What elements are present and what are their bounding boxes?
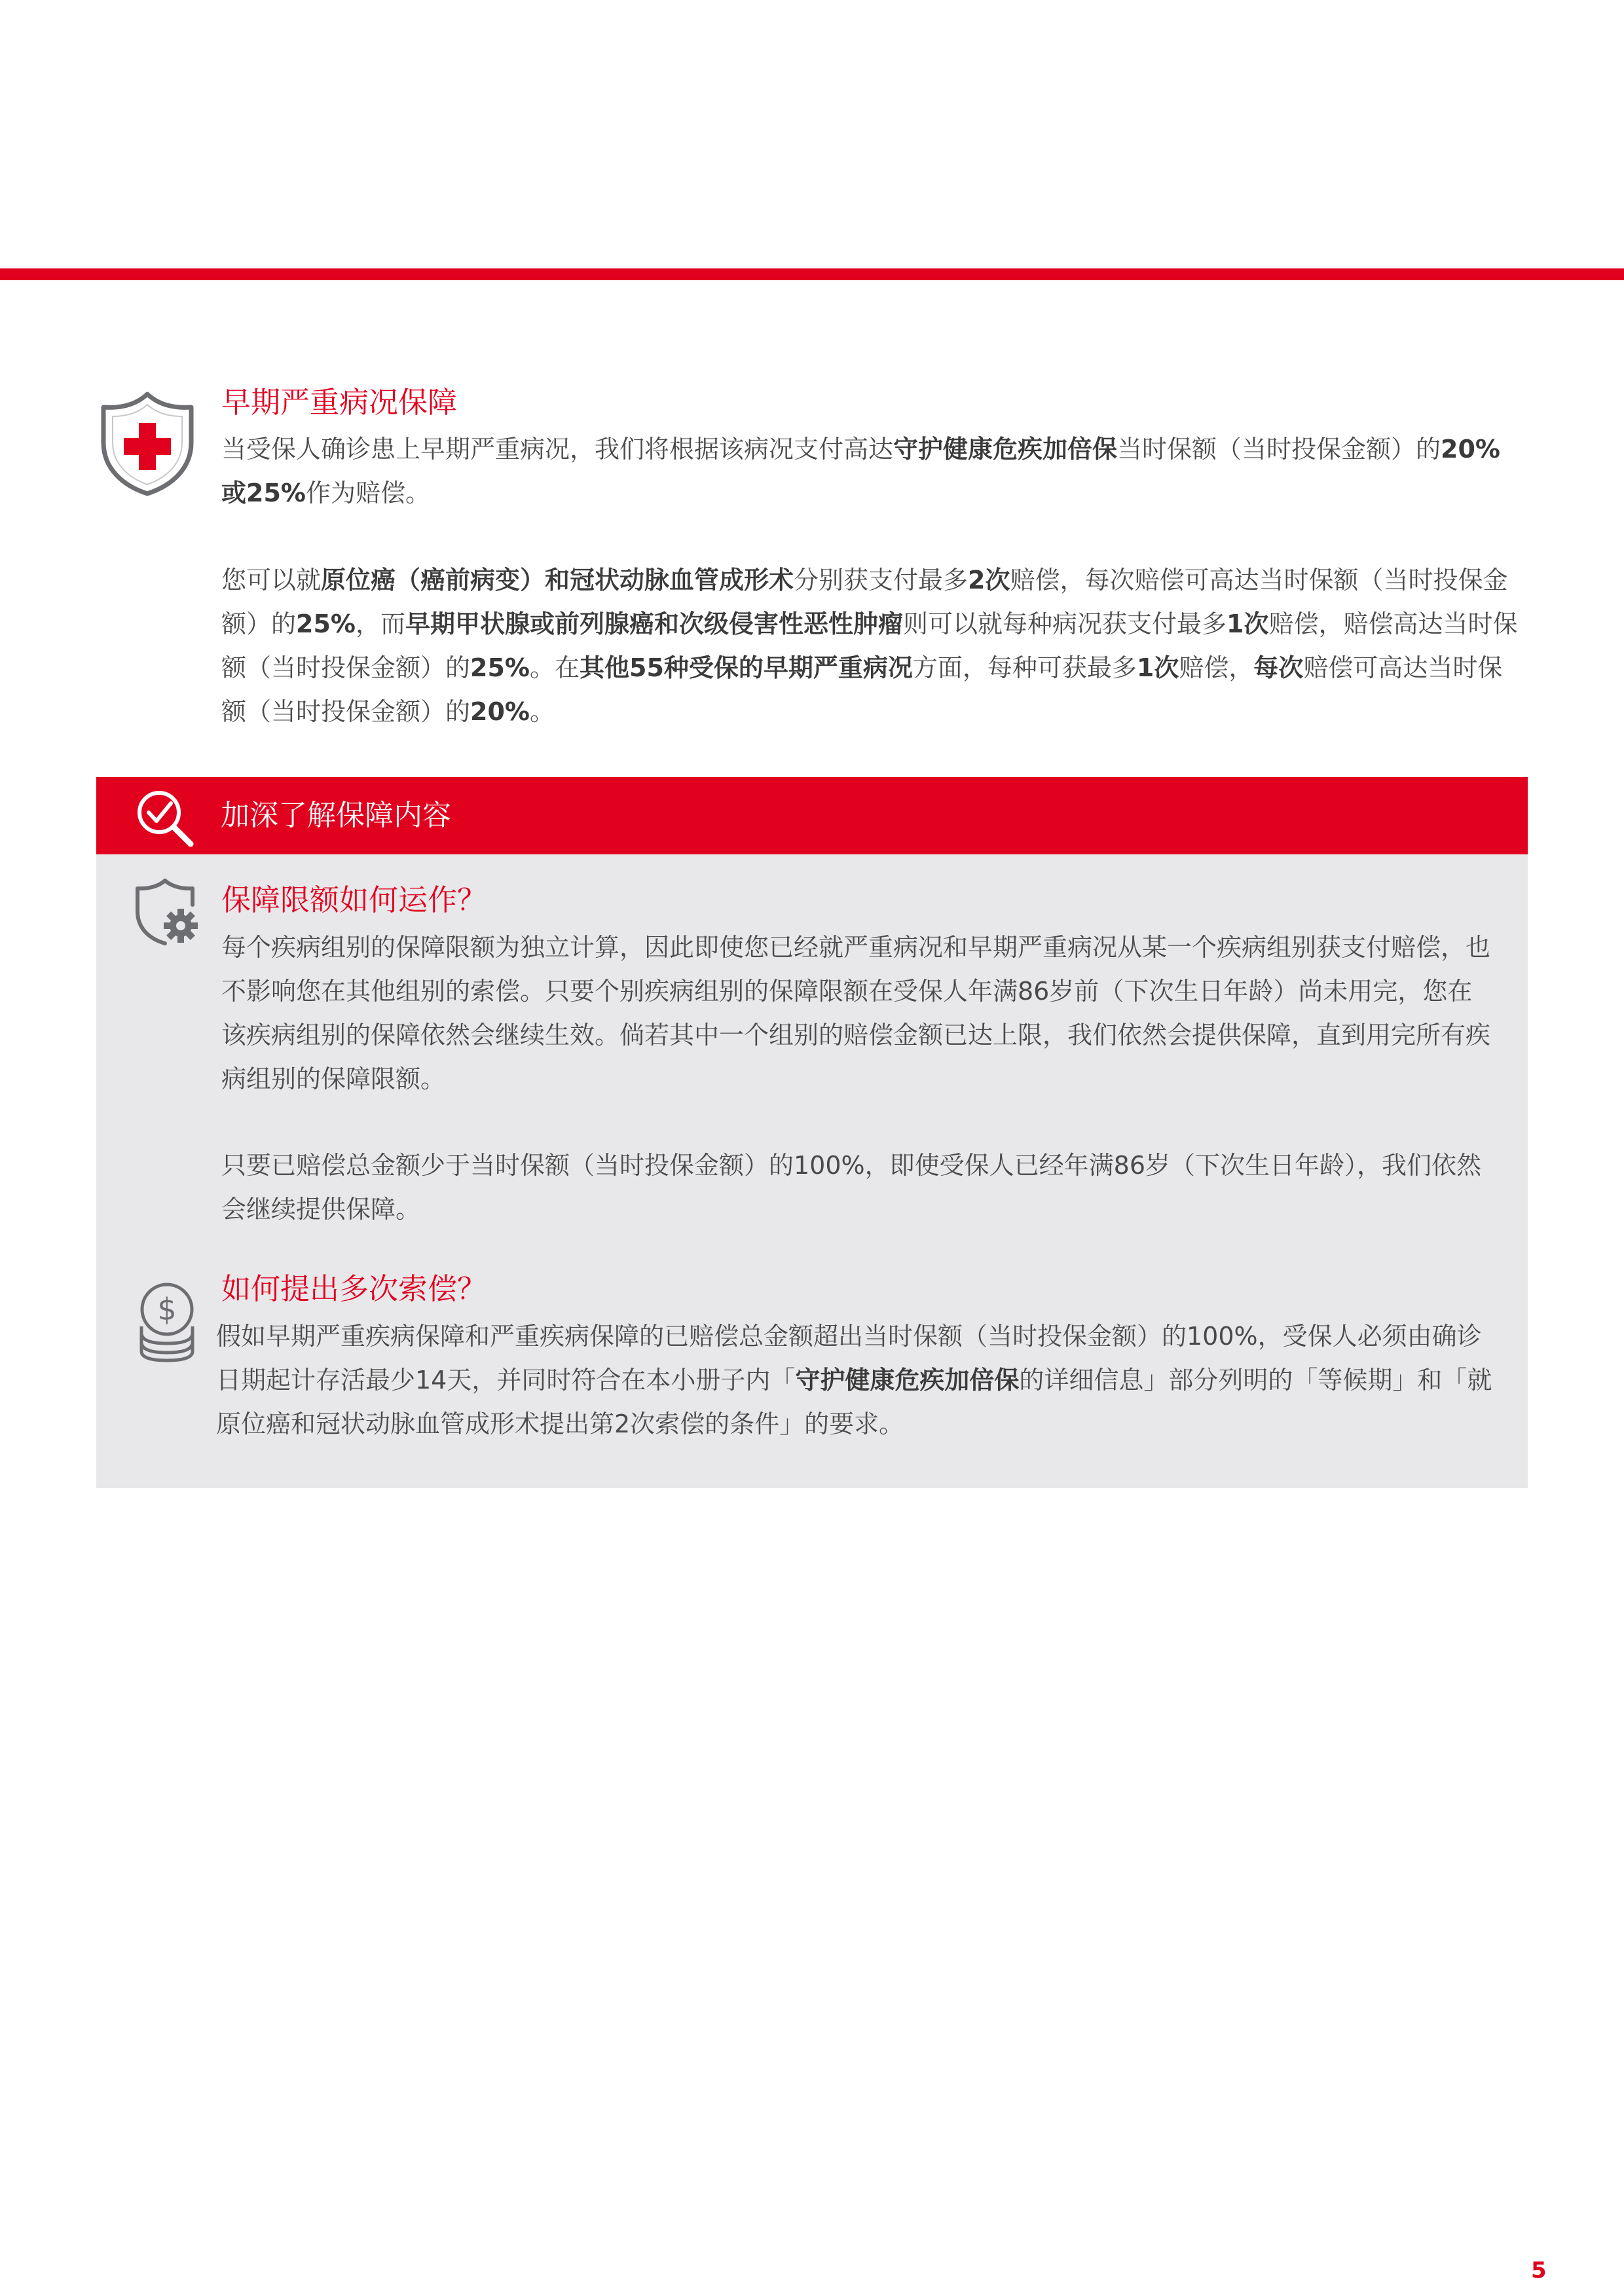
emphasis-text: 守护健康危疾加倍保	[893, 435, 1118, 464]
section2-paragraph-1	[221, 926, 1492, 1101]
shield-gear-icon	[134, 877, 202, 947]
section1-paragraph-1	[221, 428, 1524, 515]
body-text: 赔偿，赔偿高达当时保额（当时投保金额）的	[221, 610, 1518, 682]
emphasis-text: 20%	[470, 697, 530, 726]
emphasis-text: 早期甲状腺或前列腺癌和次级侵害性恶性肿瘤	[405, 610, 904, 638]
section2-paragraph-2	[221, 1144, 1492, 1231]
emphasis-text: 守护健康危疾加倍保	[795, 1366, 1020, 1394]
body-text: 。	[529, 697, 555, 726]
body-text: 当受保人确诊患上早期严重病况，我们将根据该病况支付高达	[221, 435, 894, 464]
body-text: 只要已赔偿总金额少于当时保额（当时投保金额）的100%，即使受保人已经年满86岁（下次生日年龄），我们依然会继续提供保障。	[221, 1151, 1481, 1224]
body-text: 则可以就每种病况获支付最多	[903, 610, 1227, 638]
body-text: 每个疾病组别的保障限额为独立计算，因此即使您已经就严重病况和早期严重病况从某一个疾病组别获支付赔偿，也不影响您在其他组别的索偿。只要个别疾病组别的保障限额在受保人年满86岁前（下次生日年龄）尚未用完，您在该疾病组别的保障依然会继续生效。倘若其中一个组别的赔偿金额已达上限，我们依然会提供保障，直到用完所有疾病组别的保障限额。	[221, 933, 1491, 1093]
body-text: 分别获支付最多	[794, 566, 969, 594]
header-red-rule	[0, 268, 1624, 280]
section-title-multiple-claims: 如何提出多次索偿？	[221, 1271, 487, 1306]
body-text: 赔偿可高达当时保额（当时投保金额）的	[221, 653, 1503, 726]
svg-text:$: $	[157, 1292, 177, 1327]
section3-paragraph-1	[216, 1315, 1493, 1446]
emphasis-text: 1次	[1136, 653, 1179, 682]
section-title-early-critical: 早期严重病况保障	[221, 385, 458, 420]
body-text: 赔偿，每次赔偿可高达当时保额（当时投保金额）的	[221, 566, 1508, 638]
emphasis-text: 1次	[1227, 610, 1269, 638]
body-text: 您可以就	[221, 566, 322, 594]
emphasis-text: 原位癌（癌前病变）和冠状动脉血管成形术	[321, 566, 794, 594]
body-text: 假如早期严重疾病保障和严重疾病保障的已赔偿总金额超出当时保额（当时投保金额）的100%，受保人必须由确诊日期起计存活最少14天，并同时符合在本小册子内「	[216, 1322, 1482, 1394]
emphasis-text: 25%	[470, 653, 530, 682]
body-text: 当时保额（当时投保金额）的	[1117, 435, 1441, 464]
body-text: ，而	[355, 610, 405, 638]
page-number: 5	[1531, 2257, 1547, 2284]
section-title-limit: 保障限额如何运作？	[221, 883, 487, 917]
emphasis-text: 每次	[1253, 653, 1304, 682]
magnifier-check-icon	[134, 788, 196, 849]
body-text: 作为赔偿。	[305, 479, 430, 507]
body-text: 赔偿，	[1179, 653, 1254, 682]
body-text: 。在	[529, 653, 580, 682]
shield-cross-icon	[98, 390, 196, 496]
section1-paragraph-2	[221, 558, 1524, 734]
band-title: 加深了解保障内容	[221, 799, 451, 832]
info-band	[96, 777, 1528, 854]
emphasis-text: 20%或25%	[221, 435, 1501, 507]
body-text: 的详细信息」部分列明的「等候期」和「就原位癌和冠状动脉血管成形术提出第2次索偿的条件」的要求。	[216, 1366, 1492, 1438]
coin-stack-icon	[136, 1281, 198, 1363]
emphasis-text: 25%	[296, 610, 356, 638]
body-text: 方面，每种可获最多	[912, 653, 1137, 682]
emphasis-text: 其他55种受保的早期严重病况	[580, 653, 913, 682]
emphasis-text: 2次	[968, 566, 1010, 594]
